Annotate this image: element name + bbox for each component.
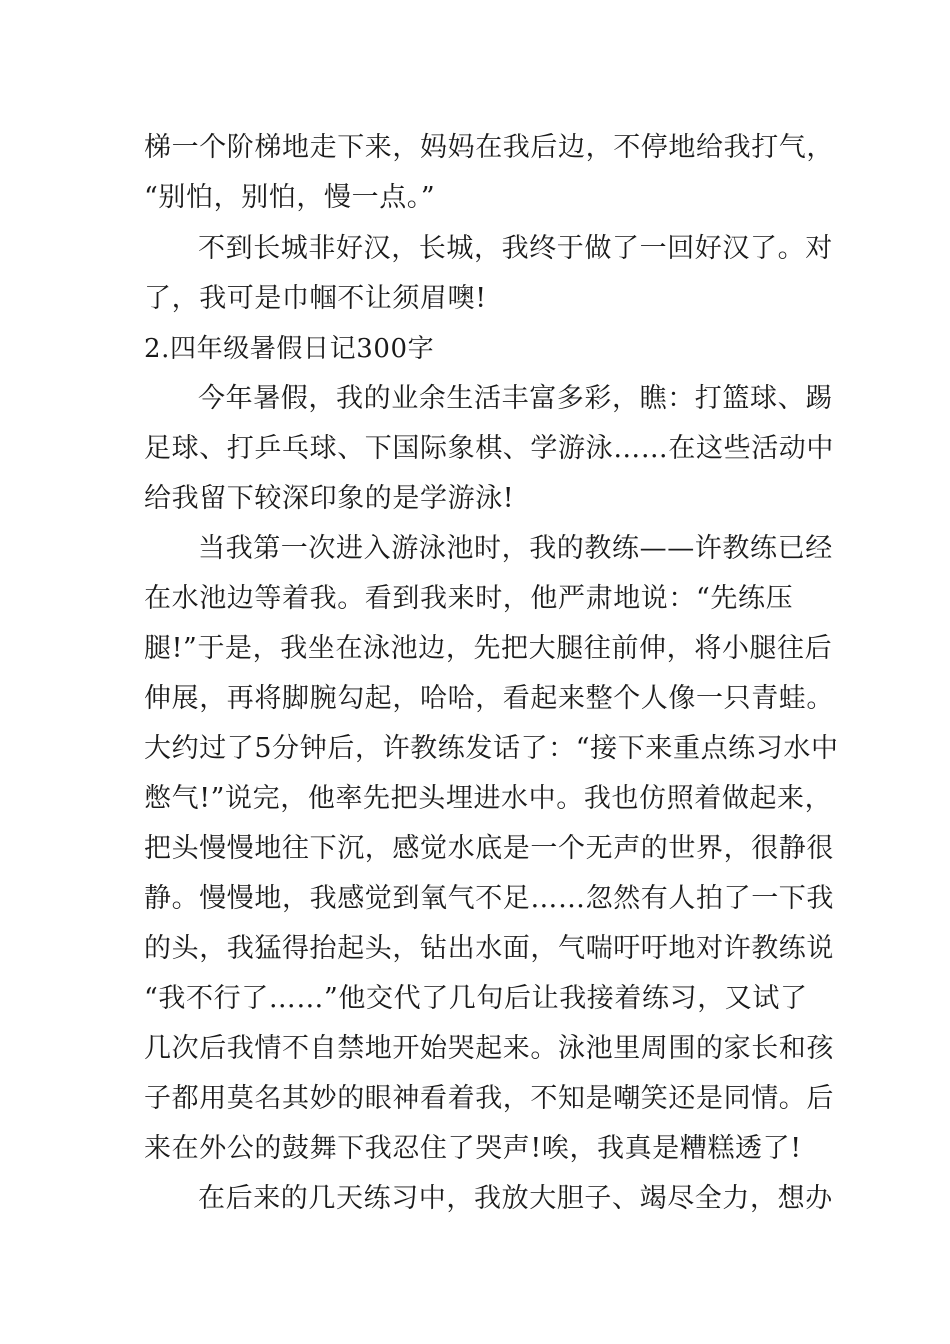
- text-line: 憋气!”说完，他率先把头埋进水中。我也仿照着做起来，: [144, 783, 833, 814]
- text-line: 伸展，再将脚腕勾起，哈哈，看起来整个人像一只青蛙。: [144, 683, 834, 714]
- text-line: 腿!”于是，我坐在泳池边，先把大腿往前伸，将小腿往后: [144, 633, 833, 664]
- text-line: “我不行了……”他交代了几句后让我接着练习，又试了: [144, 983, 808, 1014]
- text-line: 把头慢慢地往下沉，感觉水底是一个无声的世界，很静很: [144, 833, 834, 864]
- text-line: 的头，我猛得抬起头，钻出水面，气喘吁吁地对许教练说: [144, 933, 834, 964]
- text-line: 梯一个阶梯地走下来，妈妈在我后边，不停地给我打气，: [144, 132, 834, 163]
- text-line: 今年暑假，我的业余生活丰富多彩，瞧：打篮球、踢: [198, 383, 833, 414]
- text-line: 几次后我情不自禁地开始哭起来。泳池里周围的家长和孩: [144, 1033, 834, 1064]
- text-line: 在后来的几天练习中，我放大胆子、竭尽全力，想办: [198, 1183, 833, 1214]
- text-line: 不到长城非好汉，长城，我终于做了一回好汉了。对: [198, 233, 833, 264]
- text-line: 大约过了5分钟后，许教练发话了：“接下来重点练习水中: [144, 733, 839, 764]
- text-line: 当我第一次进入游泳池时，我的教练——许教练已经: [198, 533, 833, 564]
- text-line: 静。慢慢地，我感觉到氧气不足……忽然有人拍了一下我: [144, 883, 834, 914]
- text-line: 子都用莫名其妙的眼神看着我，不知是嘲笑还是同情。后: [144, 1083, 834, 1114]
- text-line: “别怕，别怕，慢一点。”: [144, 182, 436, 213]
- text-line: 在水池边等着我。看到我来时，他严肃地说：“先练压: [144, 583, 794, 614]
- text-line: 给我留下较深印象的是学游泳!: [144, 483, 515, 514]
- text-line: 来在外公的鼓舞下我忍住了哭声!唉，我真是糟糕透了!: [144, 1133, 802, 1164]
- text-line: 了，我可是巾帼不让须眉噢!: [144, 283, 487, 314]
- section-heading: 2.四年级暑假日记300字: [144, 334, 435, 364]
- text-line: 足球、打乒乓球、下国际象棋、学游泳……在这些活动中: [144, 433, 834, 464]
